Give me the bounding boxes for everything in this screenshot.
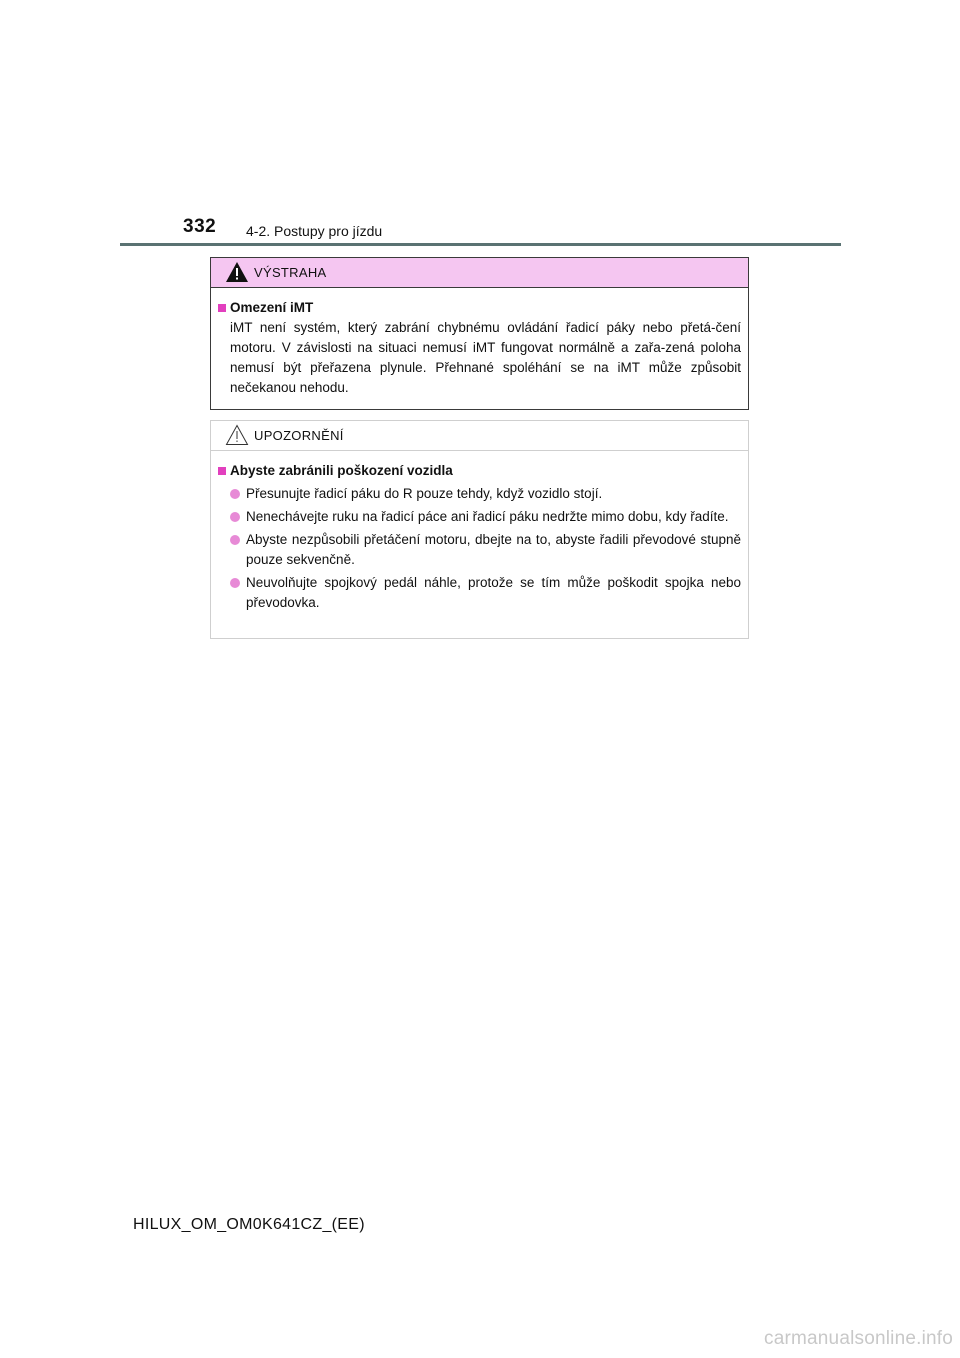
caution-box-body xyxy=(211,451,748,613)
list-item-text: Nenechávejte ruku na řadicí páce ani řadicí páku nedržte mimo dobu, kdy řadíte. xyxy=(246,509,729,524)
caution-box xyxy=(210,420,749,639)
list-item-text: Přesunujte řadicí páku do R pouze tehdy, když vozidlo stojí. xyxy=(246,486,603,501)
list-item xyxy=(230,507,741,527)
list-item xyxy=(230,530,741,570)
list-item-text: Abyste nezpůsobili přetáčení motoru, dbejte na to, abyste řadili převodové stupně pouze sekvenčně. xyxy=(246,532,741,567)
warning-triangle-outline-icon xyxy=(225,424,249,446)
section-title: 4-2. Postupy pro jízdu xyxy=(246,223,383,239)
warning-box-header xyxy=(211,258,748,288)
warning-paragraph: iMT není systém, který zabrání chybnému ovládání řadicí páky nebo přetá-čení motoru. V závislosti na situaci nemusí iMT fungovat normálně a zařa-zená poloha nemusí být přeřazena plynule. Přehnané spoléhání se na iMT může způsobit nečekanou nehodu. xyxy=(230,320,741,395)
square-bullet-icon xyxy=(218,467,226,475)
round-bullet-icon xyxy=(230,489,240,499)
warning-box xyxy=(210,257,749,410)
warning-title: VÝSTRAHA xyxy=(254,265,327,280)
watermark: carmanualsonline.info xyxy=(764,1328,954,1349)
caution-box-header xyxy=(211,421,748,451)
caution-heading-text: Abyste zabránili poškození vozidla xyxy=(230,463,453,478)
document-code: HILUX_OM_OM0K641CZ_(EE) xyxy=(133,1216,365,1233)
warning-heading xyxy=(218,298,741,318)
list-item xyxy=(230,573,741,613)
page-number: 332 xyxy=(183,216,217,237)
caution-title: UPOZORNĚNÍ xyxy=(254,428,344,443)
round-bullet-icon xyxy=(230,578,240,588)
warning-heading-text: Omezení iMT xyxy=(230,300,314,315)
list-item-text: Neuvolňujte spojkový pedál náhle, protože se tím může poškodit spojka nebo převodovka. xyxy=(246,575,741,610)
warning-triangle-filled-icon xyxy=(225,261,249,283)
round-bullet-icon xyxy=(230,535,240,545)
caution-heading xyxy=(218,461,741,481)
warning-box-body xyxy=(211,288,748,398)
square-bullet-icon xyxy=(218,304,226,312)
header-divider xyxy=(120,243,841,246)
round-bullet-icon xyxy=(230,512,240,522)
list-item xyxy=(230,484,741,504)
